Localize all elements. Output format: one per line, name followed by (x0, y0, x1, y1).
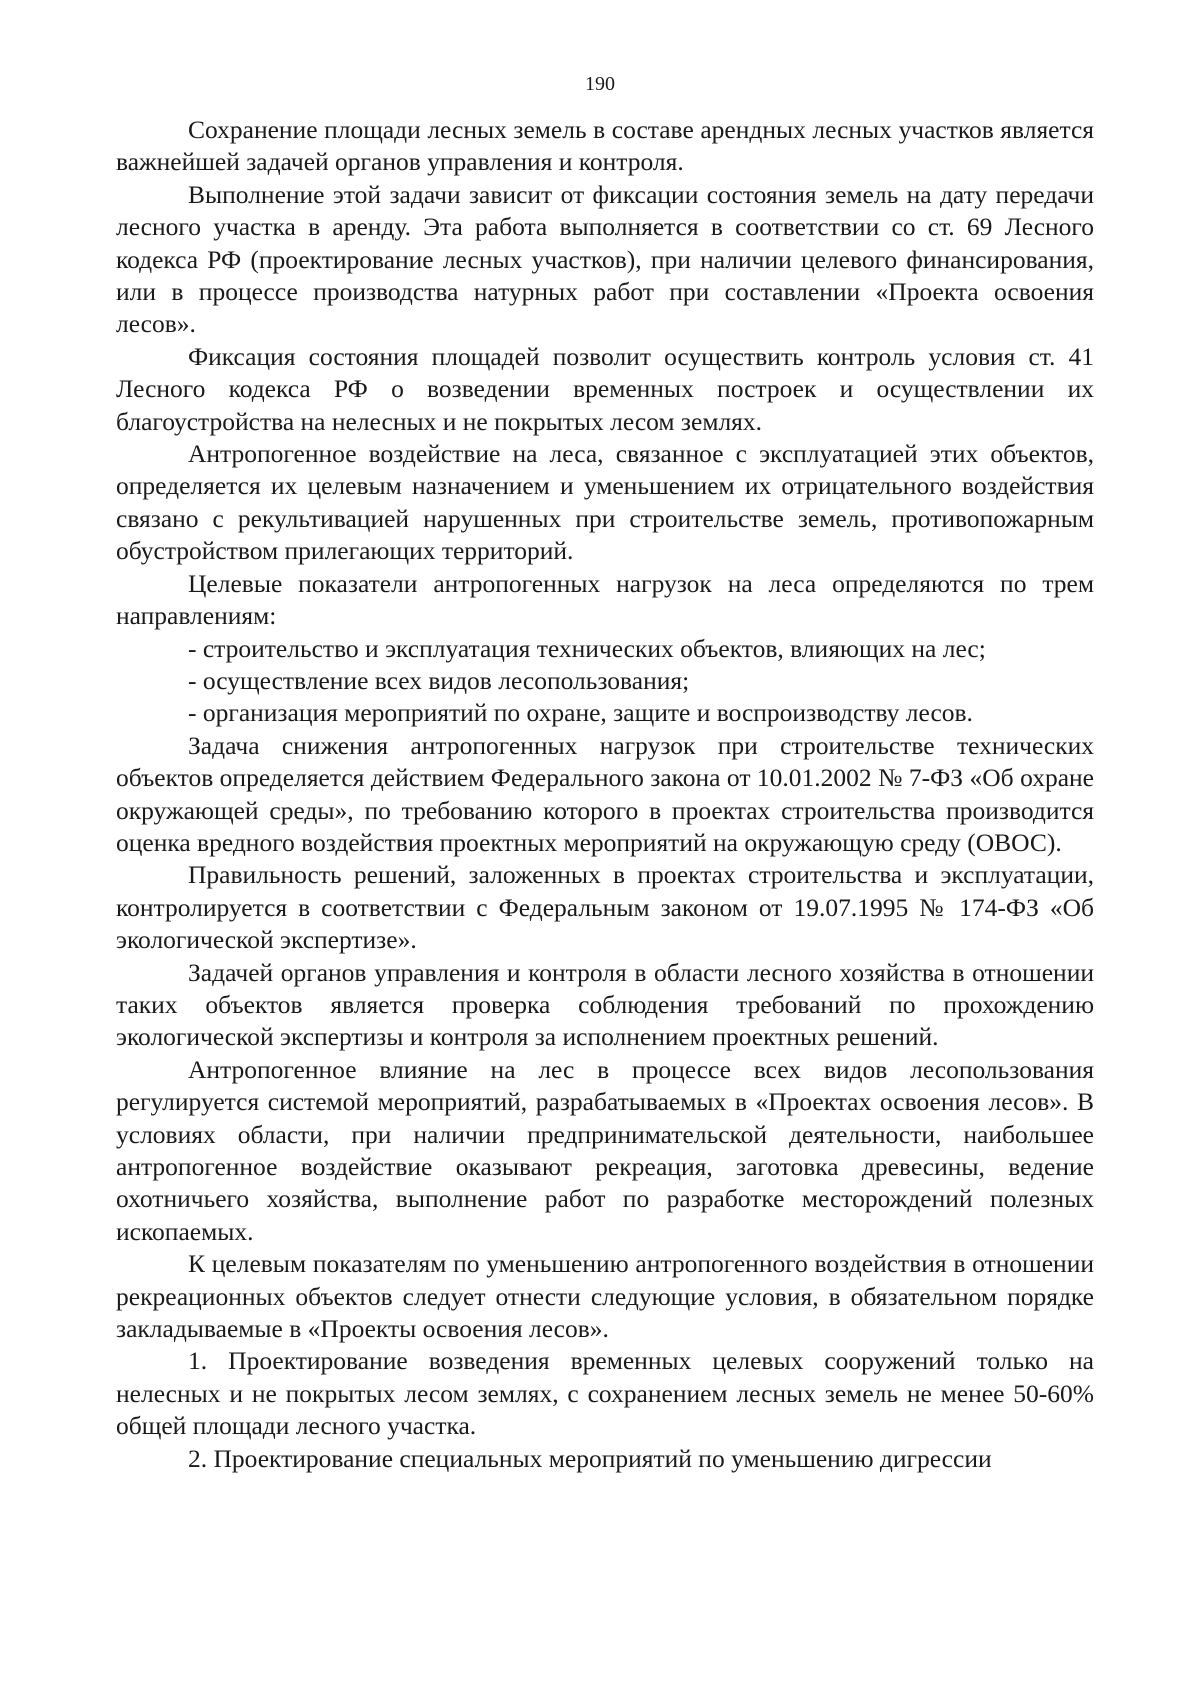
paragraph-5: Целевые показатели антропогенных нагрузок на леса определяются по трем направлениям: (116, 568, 1094, 631)
list-item-3: - организация мероприятий по охране, защите и воспроизводству лесов. (188, 698, 973, 728)
paragraph-10: К целевым показателям по уменьшению антропогенного воздействия в отношении рекреационных объектов следует отнести следующие условия, в обязательном порядке закладываемые в «Проекты освоения лесов». (116, 1249, 1094, 1344)
paragraph-1: Сохранение площади лесных земель в составе арендных лесных участков является важнейшей задачей органов управления и контроля. (116, 115, 1094, 177)
numbered-item-1: 1. Проектирование возведения временных целевых сооружений только на нелесных и не покрытых лесом землях, с сохранением лесных земель не менее 50-60% общей площади лесного участка. (116, 1346, 1094, 1441)
paragraph-8: Задачей органов управления и контроля в области лесного хозяйства в отношении таких объектов является проверка соблюдения требований по прохождению экологической экспертизы и контроля за исполнением проектных решений. (116, 957, 1094, 1052)
list-item-2: - осуществление всех видов лесопользования; (188, 665, 690, 695)
page-number: 190 (585, 73, 615, 95)
paragraph-7: Правильность решений, заложенных в проектах строительства и эксплуатации, контролируется в соответствии с Федеральным законом от 19.07.1995 № 174-ФЗ «Об экологической экспертизе». (116, 860, 1094, 955)
paragraph-4: Антропогенное воздействие на леса, связанное с эксплуатацией этих объектов, определяется их целевым назначением и уменьшением их отрицательного воздействия связано с рекультивацией нарушенных при строительстве земель, противопожарным обустройством прилегающих территорий. (116, 439, 1094, 566)
paragraph-9: Антропогенное влияние на лес в процессе всех видов лесопользования регулируется системой мероприятий, разрабатываемых в «Проектах освоения лесов». В условиях области, при наличии предпринимательской деятельности, наибольшее антропогенное воздействие оказывают рекреация, заготовка древесины, ведение охотничьего хозяйства, выполнение работ по разработке месторождений полезных ископаемых. (116, 1054, 1094, 1246)
numbered-item-2: 2. Проектирование специальных мероприятий по уменьшению дигрессии (188, 1443, 992, 1473)
paragraph-2: Выполнение этой задачи зависит от фиксации состояния земель на дату передачи лесного участка в аренду. Эта работа выполняется в соответствии со ст. 69 Лесного кодекса РФ (проектирование лесных участков), при наличии целевого финансирования, или в процессе производства натурных работ при составлении «Проекта освоения лесов». (116, 179, 1094, 339)
list-item-1: - строительство и эксплуатация технических объектов, влияющих на лес; (188, 633, 986, 663)
paragraph-3: Фиксация состояния площадей позволит осуществить контроль условия ст. 41 Лесного кодекса РФ о возведении временных построек и осуществлении их благоустройства на нелесных и не покрытых лесом землях. (116, 341, 1094, 436)
page-body (116, 114, 1094, 1475)
paragraph-6: Задача снижения антропогенных нагрузок при строительстве технических объектов определяется действием Федерального закона от 10.01.2002 № 7-ФЗ «Об охране окружающей среды», по требованию которого в проектах строительства производится оценка вредного воздействия проектных мероприятий на окружающую среду (ОВОС). (116, 730, 1094, 857)
